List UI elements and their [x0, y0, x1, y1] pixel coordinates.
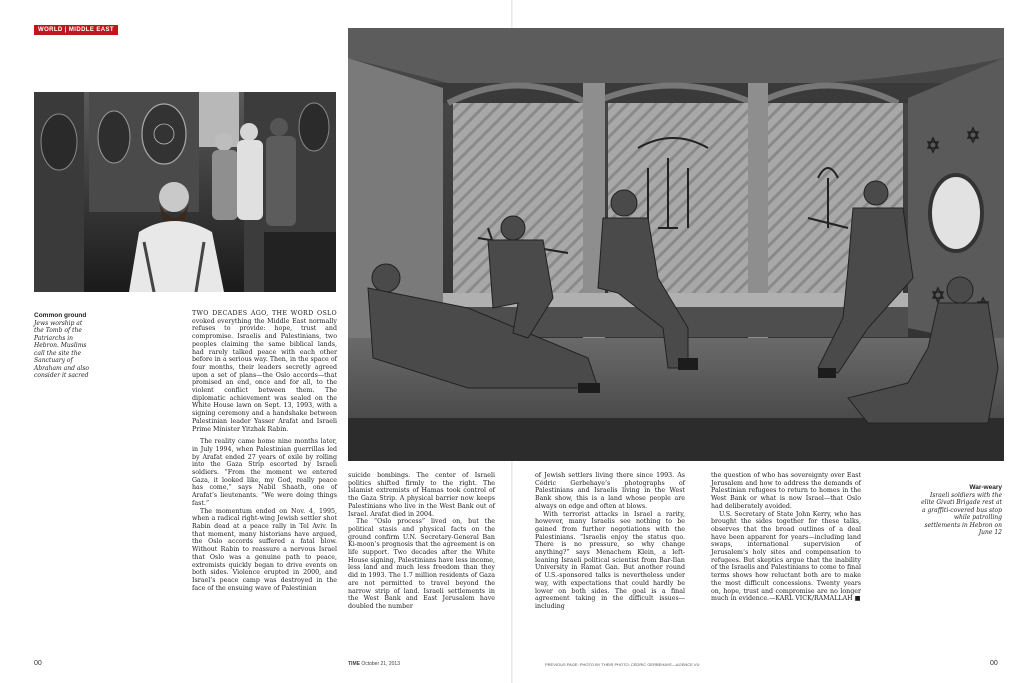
caption-body: Jews worship at the Tomb of the Patriarchs in Hebron. Muslims call the site the Sanctuary of Abraham and also consider it sacred: [34, 319, 90, 379]
article-paragraph: [192, 310, 337, 433]
article-paragraph: The momentum ended on Nov. 4, 1995, when a radical right-wing Jewish settler shot Rabin dead at a peace rally in Tel Aviv. In that moment, many historians have argued, the Oslo accords suffered a fatal blow. Without Rabin to reassure a nervous Israel that Oslo was a genuine path to peace, extremists quickly began to drive events on both sides. Violence erupted in 2000, and Israel’s peace camp was destroyed in the face of the ensuing wave of Palestinian: [192, 507, 337, 592]
photo-credit: PREVIOUS PAGE: PHOTO BY THEIR PHOTO: CÉDRIC GERBEHAYE—AGENCE VU: [545, 662, 700, 667]
caption-body: Israeli soldiers with the elite Givati Brigade rest at a graffiti-covered bus stop while patrolling settlements in Hebron on June 12: [921, 491, 1002, 536]
magazine-name: TIME: [348, 661, 360, 667]
caption-head: Common ground: [34, 312, 87, 319]
article-paragraph: suicide bombings. The center of Israeli politics shifted firmly to the right. The Islamist extremists of Hamas took control of the Gaza Strip. A physical barrier now keeps Palestinians who live in the West Bank out of Israel. Arafat died in 2004.: [348, 472, 495, 518]
article-paragraph: The “Oslo process” lived on, but the political stasis and physical facts on the ground confirm U.N. Secretary-General Ban Ki-moon’s prognosis that the agreement is on life support. Two decades after the White House signing, Palestinians have less income, less land and much less freedom than they did in 1993. The 1.7 million residents of Gaza are not permitted to travel beyond the narrow strip of land. Israeli settlements in the West Bank and East Jerusalem have doubled the number: [348, 518, 495, 610]
article-column-1: [192, 310, 337, 592]
paragraph-text: evoked everything the Middle East normally refuses to provide: hope, trust and compromise. Israelis and Palestinians, two peoples claiming the same biblical lands, had rarely talked peace with each other before in a serious way. Then, in the space of four months, their leaders secretly agreed upon a set of plans—the Oslo accords—that promised an end, once and for all, to the violent conflict between them. The diplomatic achievement was sealed on the White House lawn on Sept. 13, 1993, with a signing ceremony and a handshake between Palestinian leader Yasser Arafat and Israeli Prime Minister Yitzhak Rabin.: [192, 317, 337, 433]
issue-date: October 21, 2013: [361, 661, 400, 667]
folio-right: 00: [990, 660, 998, 667]
article-lead-in: TWO DECADES AGO, THE WORD OSLO: [192, 310, 337, 317]
article-paragraph: U.S. Secretary of State John Kerry, who has brought the sides together for these talks, observes that the broad outlines of a deal have been apparent for years—including land swaps, international supervision of Jerusalem’s holy sites and compensation to refugees. But skeptics argue that the inability of the Israelis and Palestinians to come to final terms shows how reluctant both are to make the most difficult concessions. Twenty years on, hope, trust and compromise are no longer much in evidence.—KARL VICK/RAMALLAH ■: [711, 510, 861, 603]
section-tag: WORLD | MIDDLE EAST: [34, 25, 118, 35]
photo-tomb-of-patriarchs: [34, 92, 336, 292]
folio-left: 00: [34, 660, 42, 667]
article-paragraph: The reality came home nine months later, in July 1994, when Palestinian guerrillas led by Arafat ended 27 years of exile by rolling into the Gaza Strip escorted by Israeli soldiers. “From the moment we entered Gaza, it looked like, my God, really peace has come,” says Nabil Shaath, one of Arafat’s lieutenants. “We were doing things fast.”: [192, 438, 337, 507]
article-column-4: [711, 472, 861, 603]
caption-war-weary: [918, 484, 1002, 537]
article-paragraph: of Jewish settlers living there since 1993. As Cédric Gerbehaye’s photographs of Palestinians and Israelis living in the West Bank show, this is a land whose people are always on edge and often at blows.: [535, 472, 685, 510]
caption-common-ground: [34, 312, 94, 380]
footer-magazine-date: [348, 661, 400, 667]
article-column-2: [348, 472, 495, 611]
article-paragraph: the question of who has sovereignty over East Jerusalem and how to address the demands of Palestinian refugees to return to homes in the West Bank or what is now Israel—that Oslo had deliberately avoided.: [711, 472, 861, 510]
article-column-3: [535, 472, 685, 611]
caption-head: War-weary: [969, 484, 1002, 491]
photo-soldiers-bus-stop: [348, 28, 1004, 461]
article-paragraph: With terrorist attacks in Israel a rarity, however, many Israelis see nothing to be gained from further negotiations with the Palestinians. “Israelis enjoy the status quo. There is no pressure, so why change anything?” says Menachem Klein, a left-leaning Israeli political scientist from Bar-Ilan University in Ramat Gan. But another round of U.S.-sponsored talks is nevertheless under way, with expectations that could hardly be lower on both sides. The goal is a final agreement taking in the difficult issues—including: [535, 510, 685, 610]
